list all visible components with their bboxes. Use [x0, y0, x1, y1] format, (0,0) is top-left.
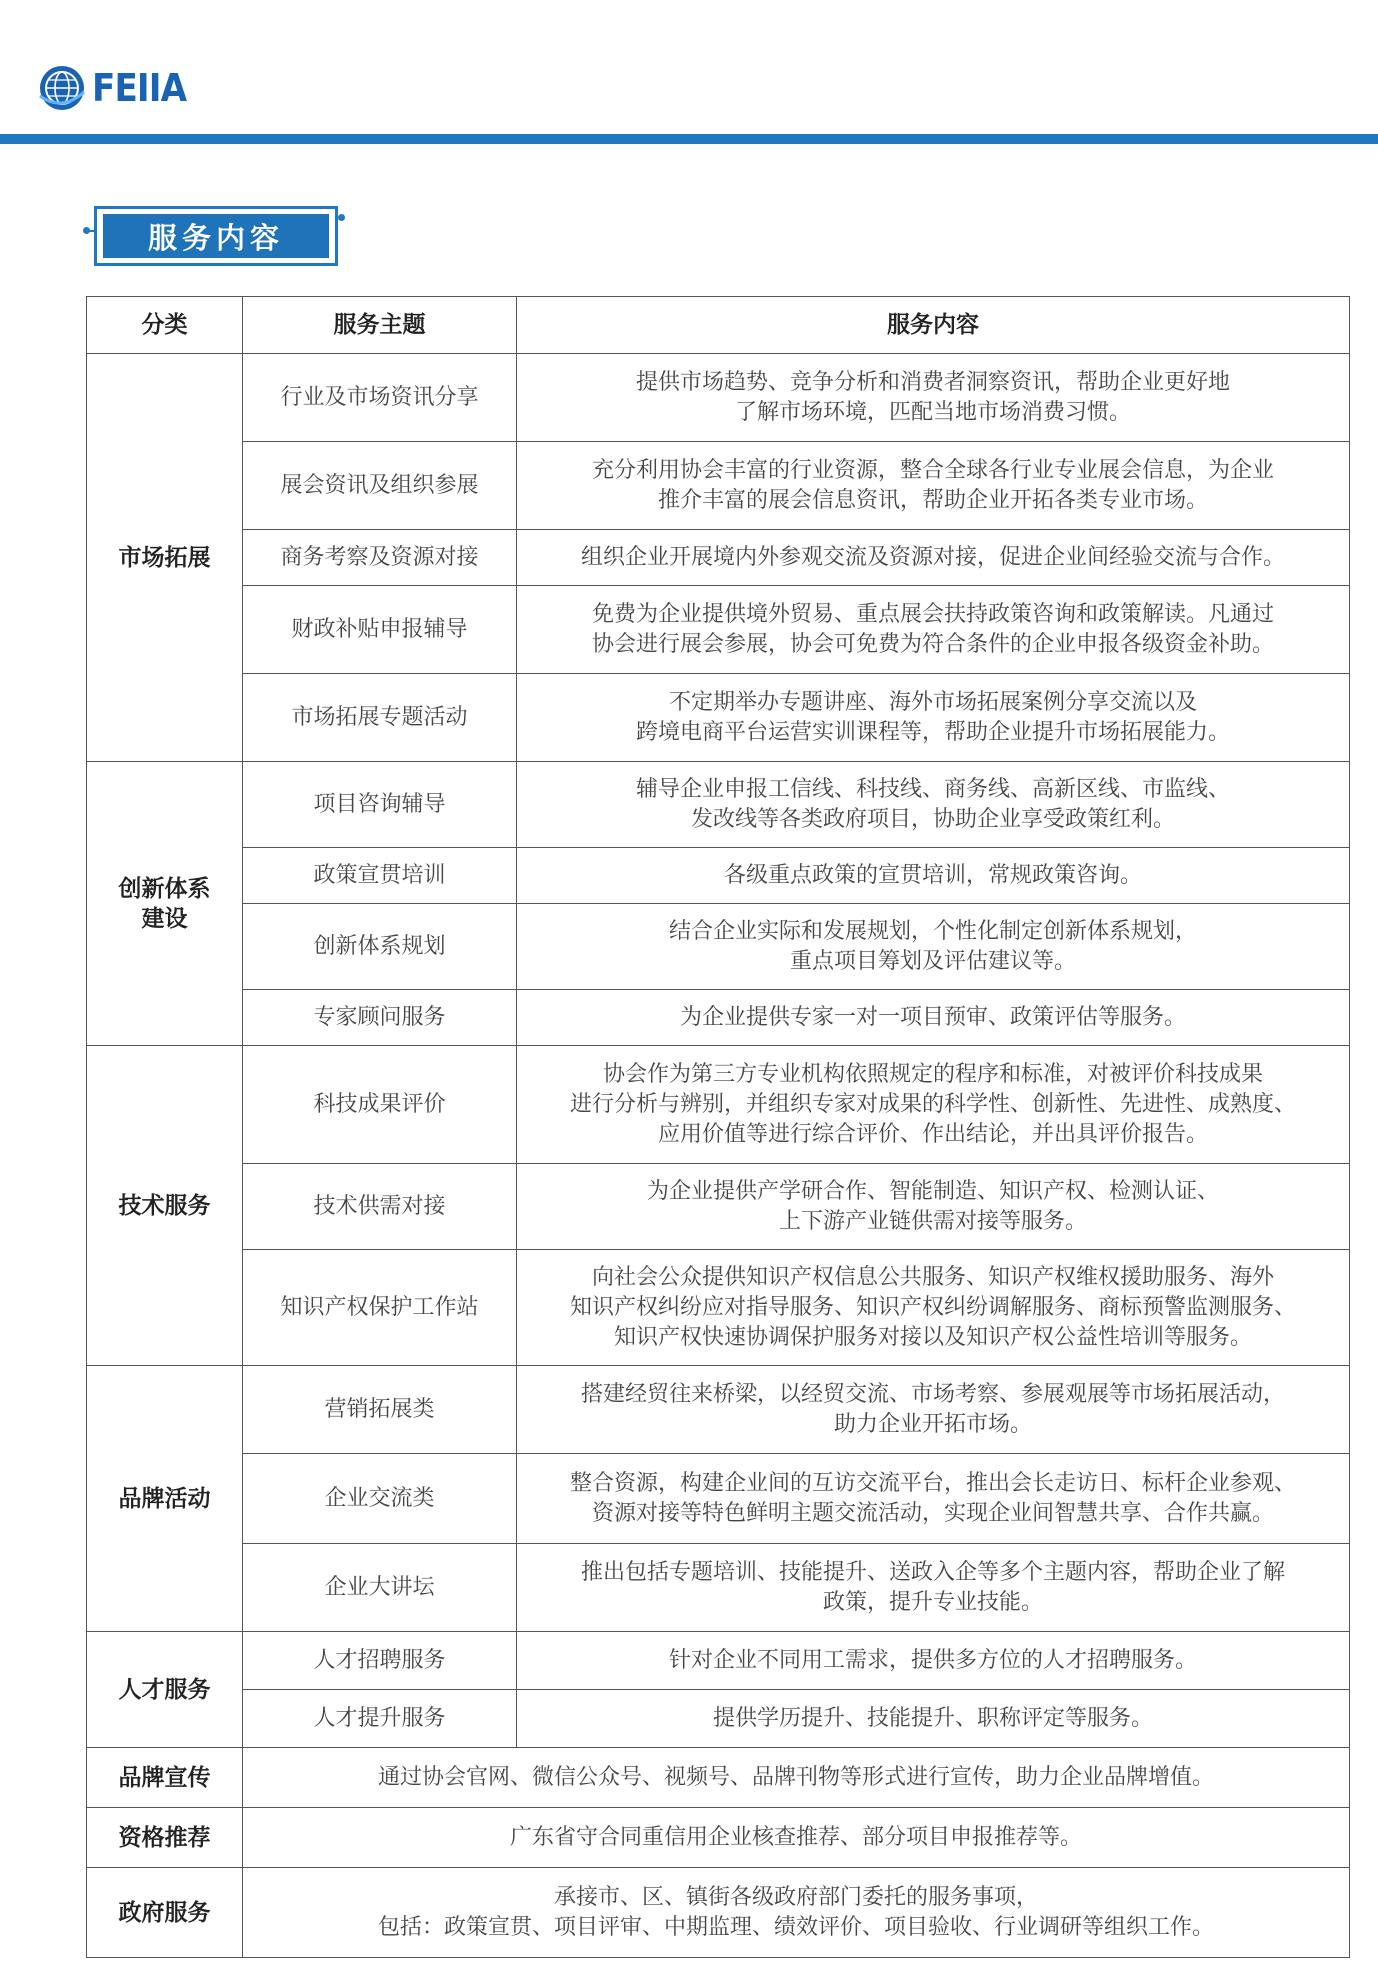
table-row	[87, 354, 1350, 442]
category-cell: 人才服务	[87, 1632, 243, 1748]
content-line: 广东省守合同重信用企业核查推荐、部分项目申报推荐等。	[509, 1824, 1082, 1850]
content-line: 进行分析与辨别，并组织专家对成果的科学性、创新性、先进性、成熟度、	[569, 1091, 1296, 1117]
content-line: 助力企业开拓市场。	[833, 1411, 1032, 1437]
topic-cell: 知识产权保护工作站	[243, 1250, 517, 1366]
content-cell	[517, 1454, 1350, 1544]
content-line: 重点项目筹划及评估建议等。	[789, 948, 1076, 974]
category-line: 创新体系	[118, 875, 211, 902]
decor-dot	[338, 214, 345, 221]
content-line: 包括：政策宣贯、项目评审、中期监理、绩效评价、项目验收、行业调研等组织工作。	[377, 1914, 1214, 1940]
content-line: 推出包括专题培训、技能提升、送政入企等多个主题内容，帮助企业了解	[580, 1559, 1285, 1585]
category-line: 建设	[141, 905, 188, 932]
section-title-badge	[86, 200, 346, 272]
content-line: 结合企业实际和发展规划，个性化制定创新体系规划，	[668, 918, 1197, 944]
content-line: 为企业提供专家一对一项目预审、政策评估等服务。	[679, 1004, 1186, 1030]
category-cell: 政府服务	[87, 1868, 243, 1958]
table-row	[87, 1046, 1350, 1164]
page-header	[0, 0, 1378, 146]
content-line: 提供市场趋势、竞争分析和消费者洞察资讯，帮助企业更好地	[635, 369, 1230, 395]
category-cell	[87, 762, 243, 1046]
topic-cell: 商务考察及资源对接	[243, 530, 517, 586]
content-line: 辅导企业申报工信线、科技线、商务线、高新区线、市监线、	[635, 776, 1230, 802]
column-header-topic: 服务主题	[243, 297, 517, 354]
content-cell	[517, 762, 1350, 848]
content-cell	[517, 586, 1350, 674]
content-line: 资源对接等特色鲜明主题交流活动，实现企业间智慧共享、合作共赢。	[591, 1500, 1274, 1526]
topic-cell: 技术供需对接	[243, 1164, 517, 1250]
content-cell	[517, 354, 1350, 442]
column-header-category: 分类	[87, 297, 243, 354]
topic-cell: 财政补贴申报辅导	[243, 586, 517, 674]
content-line: 组织企业开展境内外参观交流及资源对接，促进企业间经验交流与合作。	[580, 544, 1285, 570]
decor-dot	[83, 227, 90, 234]
category-cell: 技术服务	[87, 1046, 243, 1366]
content-cell	[243, 1868, 1350, 1958]
content-cell	[517, 990, 1350, 1046]
table-row	[87, 762, 1350, 848]
topic-cell: 人才招聘服务	[243, 1632, 517, 1690]
table-row	[87, 1808, 1350, 1868]
table-row	[87, 904, 1350, 990]
content-line: 协会作为第三方专业机构依照规定的程序和标准，对被评价科技成果	[602, 1061, 1263, 1087]
content-line: 为企业提供产学研合作、智能制造、知识产权、检测认证、	[646, 1178, 1219, 1204]
content-cell	[517, 1046, 1350, 1164]
content-cell	[517, 1164, 1350, 1250]
table-row	[87, 848, 1350, 904]
content-line: 推介丰富的展会信息资讯，帮助企业开拓各类专业市场。	[657, 487, 1208, 513]
table-row	[87, 1544, 1350, 1632]
content-cell	[243, 1808, 1350, 1868]
content-cell	[517, 1544, 1350, 1632]
content-cell	[517, 1366, 1350, 1454]
content-cell	[517, 442, 1350, 530]
content-line: 提供学历提升、技能提升、职称评定等服务。	[712, 1705, 1153, 1731]
table-row	[87, 990, 1350, 1046]
content-line: 知识产权快速协调保护服务对接以及知识产权公益性培训等服务。	[613, 1324, 1252, 1350]
globe-logo-icon	[36, 62, 88, 114]
content-cell	[517, 848, 1350, 904]
content-line: 不定期举办专题讲座、海外市场拓展案例分享交流以及	[668, 689, 1197, 715]
topic-cell: 科技成果评价	[243, 1046, 517, 1164]
category-cell: 资格推荐	[87, 1808, 243, 1868]
topic-cell: 营销拓展类	[243, 1366, 517, 1454]
topic-cell: 行业及市场资讯分享	[243, 354, 517, 442]
content-cell	[243, 1748, 1350, 1808]
table-row	[87, 530, 1350, 586]
header-bar	[0, 134, 1378, 144]
content-line: 跨境电商平台运营实训课程等，帮助企业提升市场拓展能力。	[635, 719, 1230, 745]
content-line: 免费为企业提供境外贸易、重点展会扶持政策咨询和政策解读。凡通过	[591, 601, 1274, 627]
table-row	[87, 1690, 1350, 1748]
content-line: 协会进行展会参展，协会可免费为符合条件的企业申报各级资金补助。	[591, 631, 1274, 657]
content-line: 各级重点政策的宣贯培训，常规政策咨询。	[723, 862, 1142, 888]
content-cell	[517, 674, 1350, 762]
content-line: 了解市场环境，匹配当地市场消费习惯。	[734, 399, 1131, 425]
topic-cell: 人才提升服务	[243, 1690, 517, 1748]
topic-cell: 展会资讯及组织参展	[243, 442, 517, 530]
content-line: 针对企业不同用工需求，提供多方位的人才招聘服务。	[668, 1647, 1197, 1673]
table-row	[87, 442, 1350, 530]
logo-text: FEIIA	[92, 66, 187, 110]
content-cell	[517, 1690, 1350, 1748]
content-cell	[517, 1632, 1350, 1690]
content-line: 搭建经贸往来桥梁，以经贸交流、市场考察、参展观展等市场拓展活动，	[580, 1381, 1285, 1407]
content-cell	[517, 1250, 1350, 1366]
content-line: 整合资源，构建企业间的互访交流平台，推出会长走访日、标杆企业参观、	[569, 1470, 1296, 1496]
services-table	[86, 296, 1350, 1958]
content-cell	[517, 904, 1350, 990]
topic-cell: 专家顾问服务	[243, 990, 517, 1046]
topic-cell: 市场拓展专题活动	[243, 674, 517, 762]
content-line: 知识产权纠纷应对指导服务、知识产权纠纷调解服务、商标预警监测服务、	[569, 1294, 1296, 1320]
content-line: 承接市、区、镇街各级政府部门委托的服务事项，	[553, 1884, 1038, 1910]
category-cell: 市场拓展	[87, 354, 243, 762]
content-cell	[517, 530, 1350, 586]
table-row	[87, 1366, 1350, 1454]
table-header-row	[87, 297, 1350, 354]
topic-cell: 企业大讲坛	[243, 1544, 517, 1632]
table-row	[87, 1250, 1350, 1366]
topic-cell: 企业交流类	[243, 1454, 517, 1544]
topic-cell: 政策宣贯培训	[243, 848, 517, 904]
content-line: 政策，提升专业技能。	[822, 1589, 1043, 1615]
category-cell: 品牌宣传	[87, 1748, 243, 1808]
feiia-logo	[36, 58, 197, 118]
content-line: 通过协会官网、微信公众号、视频号、品牌刊物等形式进行宣传，助力企业品牌增值。	[377, 1764, 1214, 1790]
table-row	[87, 1868, 1350, 1958]
table-row	[87, 1748, 1350, 1808]
table-row	[87, 1164, 1350, 1250]
table-row	[87, 1454, 1350, 1544]
content-line: 应用价值等进行综合评价、作出结论，并出具评价报告。	[657, 1121, 1208, 1147]
content-line: 上下游产业链供需对接等服务。	[778, 1208, 1087, 1234]
topic-cell: 项目咨询辅导	[243, 762, 517, 848]
column-header-content: 服务内容	[517, 297, 1350, 354]
table-row	[87, 1632, 1350, 1690]
content-line: 发改线等各类政府项目，协助企业享受政策红利。	[690, 806, 1175, 832]
topic-cell: 创新体系规划	[243, 904, 517, 990]
table-row	[87, 674, 1350, 762]
category-cell: 品牌活动	[87, 1366, 243, 1632]
section-title: 服务内容	[103, 214, 329, 258]
title-frame	[94, 206, 338, 266]
table-row	[87, 586, 1350, 674]
content-line: 向社会公众提供知识产权信息公共服务、知识产权维权援助服务、海外	[591, 1264, 1274, 1290]
content-line: 充分利用协会丰富的行业资源，整合全球各行业专业展会信息，为企业	[591, 457, 1274, 483]
